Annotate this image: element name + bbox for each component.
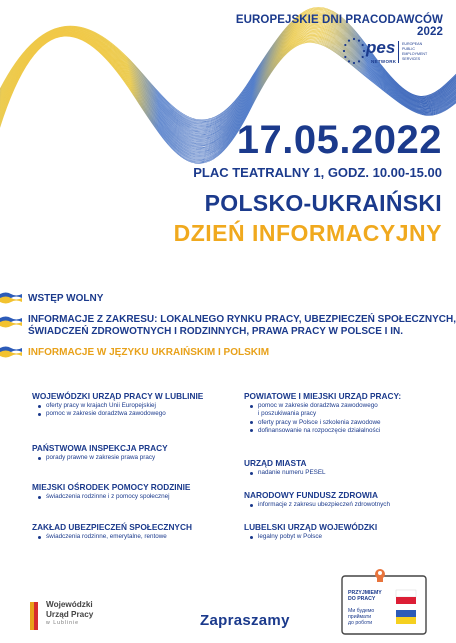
wup-lublin-logo (30, 600, 150, 636)
wup-mark-icon (30, 602, 40, 630)
service-list (244, 501, 449, 509)
organization-block (244, 490, 449, 509)
service-item: pomoc w zakresie doradztwa zawodowego (32, 410, 232, 418)
closing-text: Zapraszamy (200, 612, 290, 629)
event-place: PLAC TEATRALNY 1, GODZ. 10.00-15.00 (193, 165, 442, 180)
service-list (32, 533, 232, 541)
service-item: pomoc w zakresie doradztwa zawodowego (244, 402, 449, 410)
badge-pl-line-1: PRZYJMIEMY (348, 590, 382, 596)
service-item-continued: i poszukiwania pracy (258, 410, 317, 418)
service-list (32, 493, 232, 501)
service-item: legalny pobyt w Polsce (244, 533, 449, 541)
organization-block (244, 391, 449, 435)
pes-network-label: NETWORK (371, 59, 397, 64)
poland-flag-icon (396, 590, 416, 597)
highlight-entry: INFORMACJE W JĘZYKU UKRAIŃSKIM I POLSKIM (28, 347, 270, 358)
service-item: oferty pracy w Polsce i szkolenia zawodowe (244, 419, 449, 427)
organization-block (32, 522, 232, 541)
organization-block (244, 522, 449, 541)
service-list (244, 533, 449, 541)
event-date: 17.05.2022 (236, 118, 442, 162)
pes-wordmark: pes (366, 38, 396, 57)
service-item: świadczenia rodzinne, emerytalne, rentowe (32, 533, 232, 541)
service-list (244, 469, 449, 477)
service-list (244, 402, 449, 435)
highlight-entry: INFORMACJE Z ZAKRESU: LOKALNEGO RYNKU PRACY, UBEZPIECZEŃ SPOŁECZNYCH, (28, 314, 456, 325)
pes-network-logo (342, 36, 448, 72)
highlight-entry-continued: ŚWIADCZEŃ ZDROWOTNYCH I RODZINNYCH, PRAWA PRACY W POLSCE I IN. (28, 326, 404, 337)
service-list (32, 402, 232, 419)
organization-name: URZĄD MIASTA (244, 458, 307, 468)
service-item: oferty pracy w krajach Unii Europejskiej (32, 402, 232, 410)
title-line-2: DZIEŃ INFORMACYJNY (173, 220, 442, 246)
organization-name: LUBELSKI URZĄD WOJEWÓDZKI (244, 522, 378, 532)
service-item: porady prawne w zakresie prawa pracy (32, 454, 232, 462)
badge-pl-line-2: DO PRACY (348, 596, 376, 602)
organization-block (32, 482, 232, 501)
service-item: informacje z zakresu ubezpieczeń zdrowotnych (244, 501, 449, 509)
hiring-badge (340, 568, 428, 636)
event-name: EUROPEJSKIE DNI PRACODAWCÓW 2022 (235, 14, 443, 38)
logo-line-1: Wojewódzki (46, 600, 93, 609)
logo-line-3: w Lublinie (46, 620, 80, 626)
ukraine-flag-icon (0, 346, 22, 358)
ukraine-flag-icon (0, 292, 22, 304)
eu-stars-icon (342, 36, 368, 68)
title-line-1: POLSKO-UKRAIŃSKI (204, 190, 442, 216)
ukraine-flag-icon (396, 610, 416, 617)
organization-name: POWIATOWE I MIEJSKI URZĄD PRACY: (244, 391, 402, 401)
organization-name: PAŃSTWOWA INSPEKCJA PRACY (32, 443, 168, 453)
badge-ua-line-3: до роботи (348, 620, 373, 626)
badge-ua-line-2: приймати (348, 614, 372, 620)
ukraine-flag-icon (0, 316, 22, 328)
pes-divider (398, 41, 399, 63)
organization-name: WOJEWÓDZKI URZĄD PRACY W LUBLINIE (32, 391, 204, 401)
organization-block (32, 443, 232, 462)
service-item: świadczenia rodzinne i z pomocy społecznej (32, 493, 232, 501)
badge-ua-line-1: Ми будемо (348, 608, 375, 614)
organization-block (244, 458, 449, 477)
service-list (32, 454, 232, 462)
organization-name: ZAKŁAD UBEZPIECZEŃ SPOŁECZNYCH (32, 522, 192, 532)
highlight-entry: WSTĘP WOLNY (28, 293, 104, 304)
service-item: nadanie numeru PESEL (244, 469, 449, 477)
organization-name: NARODOWY FUNDUSZ ZDROWIA (244, 490, 378, 500)
logo-line-2: Urząd Pracy (46, 610, 94, 619)
pes-description: EUROPEAN PUBLIC EMPLOYMENT SERVICES (402, 42, 428, 61)
organization-block (32, 391, 232, 419)
organization-name: MIEJSKI OŚRODEK POMOCY RODZINIE (32, 482, 191, 492)
service-item: dofinansowanie na rozpoczęcie działalności (244, 427, 449, 435)
